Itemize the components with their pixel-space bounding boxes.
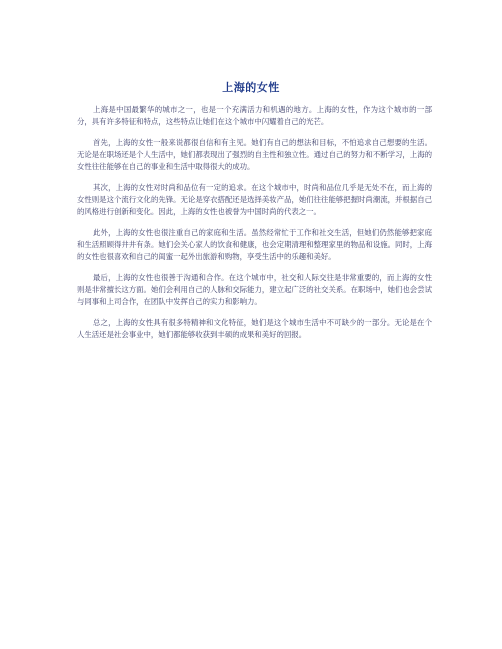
document-title: 上海的女性 xyxy=(222,81,280,94)
document-body xyxy=(77,104,432,350)
paragraph-family: 此外，上海的女性也很注重自己的家庭和生活。虽然经常忙于工作和社交生活，但她们仍然能够把家庭和生活照顾得井井有条。她们会关心家人的饮食和健康，也会定期清理和整理家里的物品和设施。同时，上海的女性也很喜欢和自己的闺蜜一起外出旅游和购物，享受生活中的乐趣和美好。 xyxy=(77,228,432,261)
paragraph-communication: 最后，上海的女性也很善于沟通和合作。在这个城市中，社交和人际交往是非常重要的，而上海的女性则是非常擅长这方面。她们会利用自己的人脉和交际能力，建立起广泛的社交关系。在职场中，她们也会尝试与同事和上司合作，在团队中发挥自己的实力和影响力。 xyxy=(77,273,432,306)
paragraph-intro: 上海是中国最繁华的城市之一，也是一个充满活力和机遇的地方。上海的女性，作为这个城市的一部分，具有许多特征和特点，这些特点让她们在这个城市中闪耀着自己的光芒。 xyxy=(77,105,432,126)
paragraph-conclusion: 总之，上海的女性具有很多特精神和文化特征，她们是这个城市生活中不可缺少的一部分。无论是在个人生活还是社会事业中，她们都能够收获到丰硕的成果和美好的回报。 xyxy=(77,318,432,339)
paragraph-confidence: 首先，上海的女性一般来说都很自信和有主见。她们有自己的想法和目标，不怕追求自己想要的生活。无论是在职场还是个人生活中，她们都表现出了强烈的自主性和独立性。通过自己的努力和不断学习，上海的女性往往能够在自己的事业和生活中取得很大的成功。 xyxy=(77,138,432,171)
paragraph-fashion: 其次，上海的女性对时尚和品位有一定的追求。在这个城市中，时尚和品位几乎是无处不在，而上海的女性则是这个流行文化的先锋。无论是穿衣搭配还是选择美妆产品，她们往往能够把握时尚潮流，并根据自己的风格进行创新和变化。因此，上海的女性也被誉为中国时尚的代表之一。 xyxy=(77,183,432,216)
